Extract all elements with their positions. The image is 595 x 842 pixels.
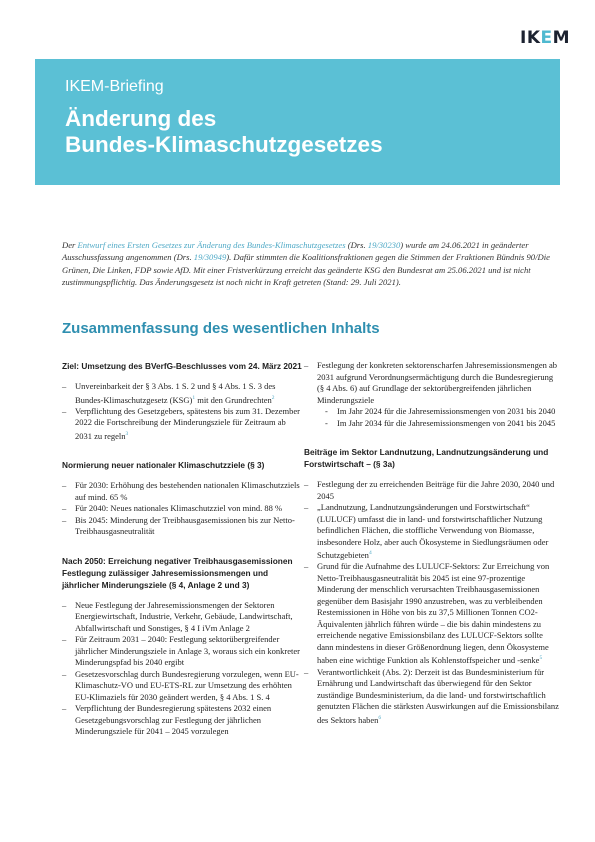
block-after-2050 — [62, 555, 302, 738]
list-item — [304, 360, 560, 429]
item-text: „Landnutzung, Landnutzungsänderungen und Forstwirtschaft“ (LULUCF) umfasst die in land- und forstwirtschaftlicher Nutzung befindlichen Flächen, die stoffliche Verwendung von Biomasse, insbesondere Holz, aber auch Ökosysteme in Siedlungsräumen oder Schutzgebieten — [317, 502, 549, 560]
right-column — [304, 360, 560, 743]
footnote-ref[interactable]: 6 — [378, 714, 382, 721]
sub-list-item: - Im Jahr 2024 für die Jahresemissionsmengen von 2031 bis 2040 — [317, 406, 560, 418]
item-text: Grund für die Aufnahme des LULUCF-Sektors: Zur Erreichung von Netto-Treibhausgasneutralität bis 2045 ist eine 97-prozentige Minderung der menschlich verursachten Treibhausgasemissionen gegenüber dem Basisjahr 1990 anzustreben, was zu verbleibenden Restemissionen in Höhe von bis zu 37,5 Millionen Tonnen CO2-Äquivalenten jährlich führen würde – die bis dahin mindestens zu erreichende negative Emissionsbilanz des LULUCF-Sektors sollte dann mindestens in dieser Größenordnung liegen, denn Ökosysteme haben eine wichtige Funktion als Kohlenstoffspeicher und -senke — [317, 561, 550, 666]
intro-text: ). Dafür stimmten die Koalitionsfraktionen gegen die Stimmen der Fraktionen Bündnis 90/Die Grünen, Die Linken, FDP sowie AfD. Mit einer Fristverkürzung erreicht das geänderte KSG den Bundesrat am 25.06.2021 und ist nicht zustimmungspflichtig. Das Änderungsgesetz ist noch nicht in Kraft getreten (Stand: 29. Juli 2021). — [62, 252, 550, 288]
block-heading: Normierung neuer nationaler Klimaschutzziele (§ 3) — [62, 460, 265, 471]
block-national-targets — [62, 459, 302, 538]
intro-text: Der — [62, 239, 78, 250]
title-line-2: Bundes-Klimaschutzgesetzes — [65, 132, 383, 157]
intro-text: (Drs. — [345, 239, 368, 250]
ikem-logo — [520, 28, 570, 48]
list-item: – Gesetzesvorschlag durch Bundesregierung vorzulegen, wenn EU-Klimaschutz-VO und EU-ETS-RL zur Umsetzung des erhöhten EU-Klimaziels für 2030 geändert werden, § 4 Abs. 1 S. 4 — [62, 669, 302, 704]
left-column — [62, 360, 302, 755]
list-item: – Für 2030: Erhöhung des bestehenden nationalen Klimaschutzziels auf mind. 65 % — [62, 480, 302, 503]
link-draft-law[interactable]: Entwurf eines Ersten Gesetzes zur Änderung des Bundes-Klimaschutzgesetzes — [77, 239, 346, 250]
sub-list-item: - Im Jahr 2034 für die Jahresemissionsmengen von 2041 bis 2045 — [317, 418, 560, 430]
list-item — [304, 561, 560, 666]
footnote-ref[interactable]: 1 — [192, 394, 196, 401]
logo-text: IKEM — [520, 28, 571, 48]
block-heading: Nach 2050: Erreichung negativer Treibhausgasemissionen Festlegung zulässiger Jahresemissionsmengen und jährlicher Minderungsziele (§ 4, Anlage 2 und 3) — [62, 555, 293, 590]
link-drs-30230[interactable]: 19/30230 — [367, 239, 401, 250]
sub-list — [317, 406, 560, 429]
title-banner — [35, 59, 560, 185]
list-item: – Für 2040: Neues nationales Klimaschutzziel von mind. 88 % — [62, 503, 302, 515]
footnote-ref[interactable]: 4 — [368, 550, 372, 556]
item-text: Festlegung der konkreten sektorenscharfen Jahresemissionsmengen ab 2031 aufgrund Verordnungsermächtigung durch die Bundesregierung (§ 4 Abs. 6) auf Grundlage der sektorübergreifenden jährlichen Minderungsziele — [317, 360, 558, 405]
intro-paragraph — [62, 239, 557, 289]
list-item: – Für Zeitraum 2031 – 2040: Festlegung sektorübergreifender jährlicher Minderungsziele in Anlage 3, woraus sich ein konkreter Minderungspfad bis 2040 ergibt — [62, 634, 302, 669]
bullet-list — [62, 600, 302, 738]
footnote-ref[interactable]: 3 — [125, 430, 129, 437]
bullet-list — [304, 479, 560, 726]
footnote-ref[interactable]: 2 — [271, 394, 275, 401]
list-item: – Verpflichtung der Bundesregierung spätestens 2032 einen Gesetzgebungsvorschlag zur Festlegung der jährlichen Minderungsziele für 2041 – 2045 vorzulegen — [62, 703, 302, 738]
block-sector-emissions — [304, 360, 560, 429]
list-item: – Bis 2045: Minderung der Treibhausgasemissionen bis zur Netto-Treibhausgasneutralität — [62, 515, 302, 538]
bullet-list — [62, 480, 302, 538]
list-item — [62, 406, 302, 442]
list-item — [304, 502, 560, 561]
item-text: Verpflichtung des Gesetzgebers, spätestens bis zum 31. Dezember 2022 die Fortschreibung der Minderungsziele für Zeitraum ab 2031 zu regeln — [75, 405, 300, 441]
item-text: mit den Grundrechten — [195, 394, 272, 405]
list-item: – Neue Festlegung der Jahresemissionsmengen der Sektoren Energiewirtschaft, Industrie, Verkehr, Gebäude, Landwirtschaft, Abfallwirtschaft und Sonstiges, § 4 I iVm Anlage 2 — [62, 600, 302, 635]
bullet-list — [304, 360, 560, 429]
block-lulucf — [304, 446, 560, 726]
link-drs-30949[interactable]: 19/30949 — [193, 252, 227, 263]
list-item — [304, 667, 560, 726]
summary-heading: Zusammenfassung des wesentlichen Inhalts — [62, 320, 380, 337]
item-text: Unvereinbarkeit der § 3 Abs. 1 S. 2 und § 4 Abs. 1 S. 3 des Bundes-Klimaschutzgesetz (KSG) — [75, 381, 276, 405]
bullet-list — [62, 381, 302, 442]
block-goal — [62, 360, 302, 442]
title-line-1: Änderung des — [65, 106, 217, 131]
page-title — [65, 106, 383, 158]
briefing-kicker: IKEM-Briefing — [65, 78, 164, 95]
block-heading: Beiträge im Sektor Landnutzung, Landnutzungsänderung und Forstwirtschaft – (§ 3a) — [304, 447, 549, 469]
list-item — [62, 381, 302, 406]
list-item: – Festlegung der zu erreichenden Beiträge für die Jahre 2030, 2040 und 2045 — [304, 479, 560, 502]
footnote-ref[interactable]: 5 — [539, 655, 543, 662]
block-heading: Ziel: Umsetzung des BVerfG-Beschlusses vom 24. März 2021 — [62, 361, 302, 371]
item-text: Verantwortlichkeit (Abs. 2): Derzeit ist das Bundesministerium für Ernährung und Landwirtschaft das überwiegend für den Sektor zuständige Bundesministerium, da die land- und forstwirtschaftlich genutzten Flächen die stärksten Auswirkungen auf die Emissionsbilanz des Sektors haben — [317, 666, 559, 725]
intro-text: ) wurde am 24.06.2021 in geänderter Ausschussfassung angenommen (Drs. — [62, 239, 529, 263]
